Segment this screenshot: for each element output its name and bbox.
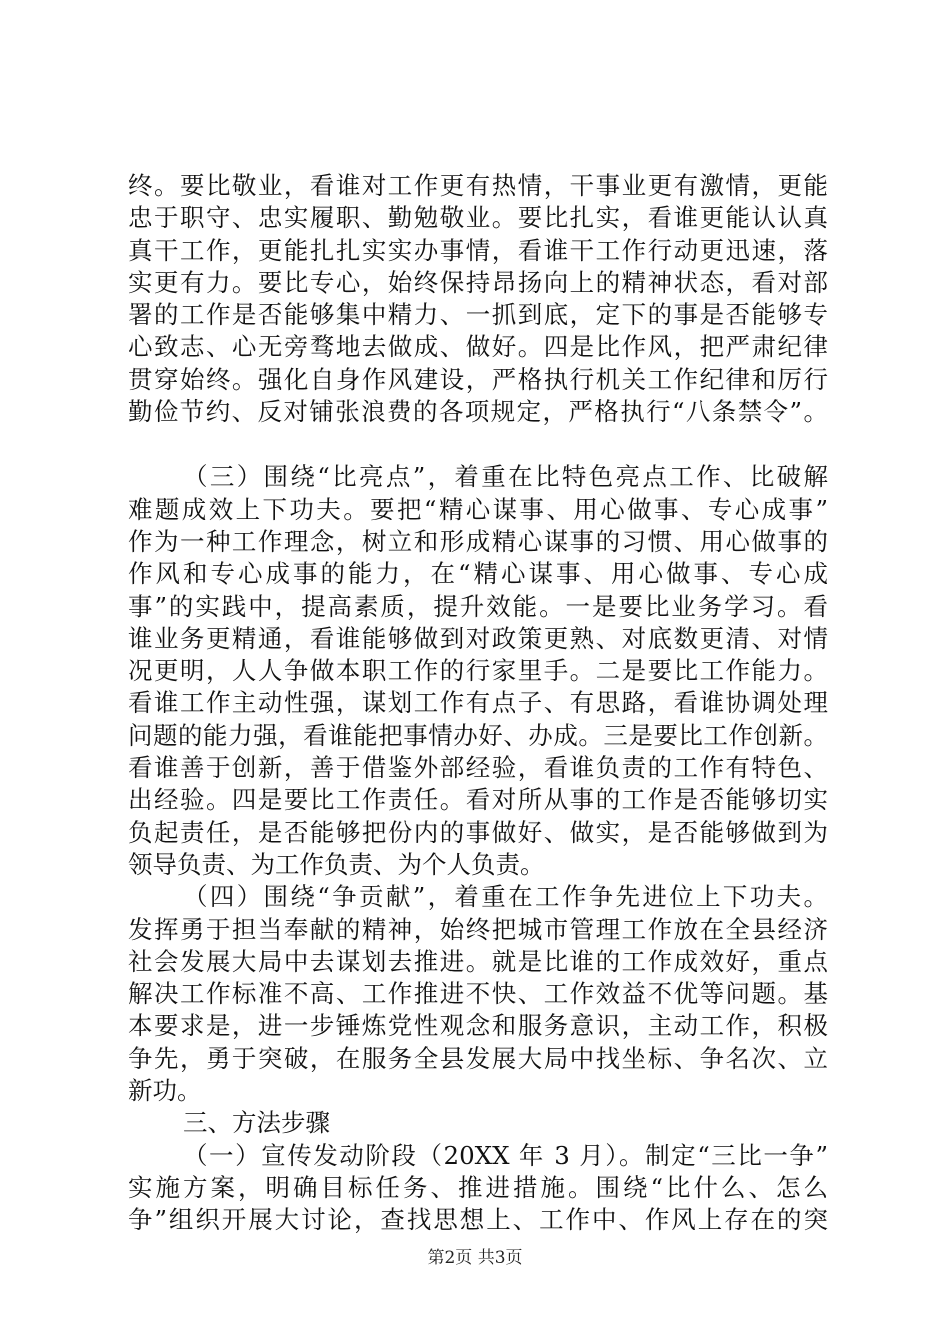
text-line: 勤俭节约、反对铺张浪费的各项规定，严格执行“八条禁令”。 (128, 397, 828, 427)
text-line: （三）围绕“比亮点”，着重在比特色亮点工作、比破解 (183, 462, 828, 492)
paragraph-gap (128, 428, 828, 461)
text-line: 看谁善于创新，善于借鉴外部经验，看谁负责的工作有特色、 (128, 753, 828, 783)
text-line: 负起责任，是否能够把份内的事做好、做实，是否能够做到为 (128, 817, 828, 847)
text-line: 出经验。四是要比工作责任。看对所从事的工作是否能够切实 (128, 785, 828, 815)
text-line: 难题成效上下功夫。要把“精心谋事、用心做事、专心成事” (128, 494, 828, 524)
text-line: 问题的能力强，看谁能把事情办好、办成。三是要比工作创新。 (128, 720, 828, 750)
text-line: 本要求是，进一步锤炼党性观念和服务意识，主动工作，积极 (128, 1011, 828, 1041)
section-heading: 三、方法步骤 (183, 1108, 330, 1138)
body-text (128, 170, 828, 1237)
text-line: 发挥勇于担当奉献的精神，始终把城市管理工作放在全县经济 (128, 914, 828, 944)
text-line: 解决工作标准不高、工作推进不快、工作效益不优等问题。基 (128, 979, 828, 1009)
paragraph-2 (128, 461, 828, 881)
text-line: 终。要比敬业，看谁对工作更有热情，干事业更有激情，更能 (128, 171, 828, 200)
paragraph-4 (128, 1140, 828, 1237)
text-line: 实施方案，明确目标任务、推进措施。围绕“比什么、怎么 (128, 1172, 828, 1202)
text-line: 作风和专心成事的能力，在“精心谋事、用心做事、专心成 (128, 559, 828, 589)
text-line: 新功。 (128, 1076, 202, 1106)
text-line: 况更明，人人争做本职工作的行家里手。二是要比工作能力。 (128, 656, 828, 686)
paragraph-3 (128, 881, 828, 1107)
text-line: （一）宣传发动阶段（20XX 年 3 月）。制定“三比一争” (183, 1140, 828, 1170)
text-line: 真干工作，更能扎扎实实办事情，看谁干工作行动更迅速，落 (128, 235, 828, 265)
text-line: 作为一种工作理念，树立和形成精心谋事的习惯、用心做事的 (128, 526, 828, 556)
text-line: 心致志、心无旁骛地去做成、做好。四是比作风，把严肃纪律 (128, 332, 828, 362)
text-line: 争先，勇于突破，在服务全县发展大局中找坐标、争名次、立 (128, 1043, 828, 1073)
text-line: 争”组织开展大讨论，查找思想上、工作中、作风上存在的突 (128, 1205, 828, 1235)
text-line: 社会发展大局中去谋划去推进。就是比谁的工作成效好，重点 (128, 946, 828, 976)
text-line: 看谁工作主动性强，谋划工作有点子、有思路，看谁协调处理 (128, 688, 828, 718)
page-footer: 第2页 共3页 (427, 1248, 523, 1268)
text-line: 事”的实践中，提高素质，提升效能。一是要比业务学习。看 (128, 591, 828, 621)
text-line: 实更有力。要比专心，始终保持昂扬向上的精神状态，看对部 (128, 267, 828, 297)
text-line: 领导负责、为工作负责、为个人负责。 (128, 849, 545, 879)
text-line: 署的工作是否能够集中精力、一抓到底，定下的事是否能够专 (128, 300, 828, 330)
text-line: 忠于职守、忠实履职、勤勉敬业。要比扎实，看谁更能认认真 (128, 203, 828, 233)
text-line: 贯穿始终。强化自身作风建设，严格执行机关工作纪律和厉行 (128, 364, 828, 394)
text-line: 谁业务更精通，看谁能够做到对政策更熟、对底数更清、对情 (128, 623, 828, 653)
paragraph-1 (128, 170, 828, 428)
text-line: （四）围绕“争贡献”，着重在工作争先进位上下功夫。 (183, 882, 828, 912)
